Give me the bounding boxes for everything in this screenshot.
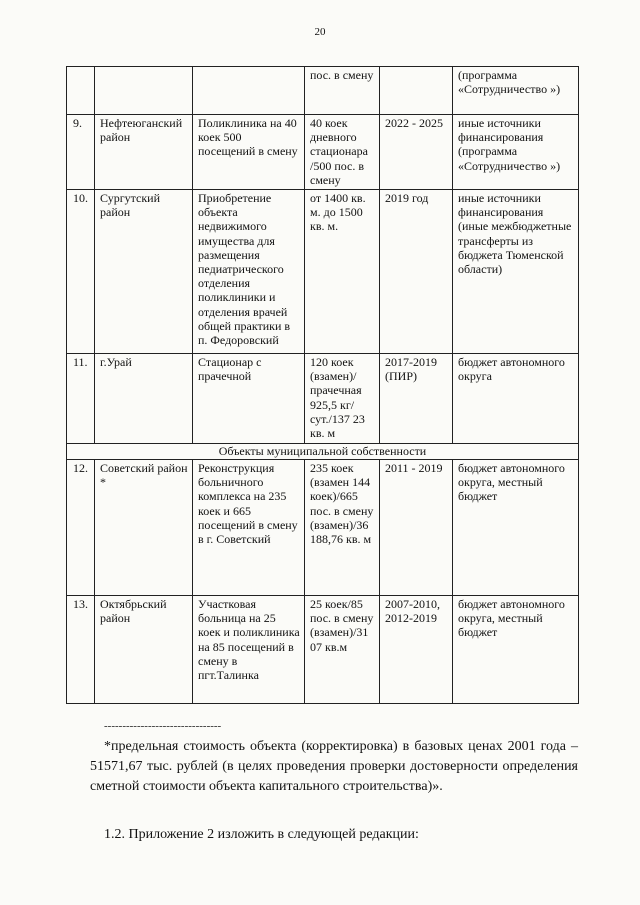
table-row	[67, 115, 579, 190]
row-capacity: 120 коек (взамен)/прачечная 925,5 кг/сут./137 23 кв. м	[305, 354, 380, 444]
row-source: (программа «Сотрудничество »)	[453, 67, 579, 115]
footnote-separator: --------------------------------	[104, 720, 222, 732]
row-area	[95, 67, 193, 115]
row-area: Советский район *	[95, 460, 193, 596]
table-row	[67, 596, 579, 704]
row-period: 2011 - 2019	[380, 460, 453, 596]
table-row	[67, 190, 579, 354]
page-number: 20	[314, 26, 326, 38]
row-area: Октябрьский район	[95, 596, 193, 704]
row-period: 2017-2019 (ПИР)	[380, 354, 453, 444]
row-source: бюджет автономного округа	[453, 354, 579, 444]
row-object: Стационар с прачечной	[193, 354, 305, 444]
row-period: 2022 - 2025	[380, 115, 453, 190]
row-capacity: 235 коек (взамен 144 коек)/665 пос. в смену (взамен)/36 188,76 кв. м	[305, 460, 380, 596]
row-period: 2019 год	[380, 190, 453, 354]
row-source: иные источники финансирования (иные межбюджетные трансферты из бюджета Тюменской области)	[453, 190, 579, 354]
row-source: бюджет автономного округа, местный бюджет	[453, 460, 579, 596]
row-area: Сургутский район	[95, 190, 193, 354]
row-area: Нефтеюганский район	[95, 115, 193, 190]
row-object: Приобретение объекта недвижимого имущества для размещения педиатрического отделения поликлиники и отделения врачей общей практики в п. Федоровский	[193, 190, 305, 354]
footnote-text: *предельная стоимость объекта (корректировка) в базовых ценах 2001 года – 51571,67 тыс. рублей (в целях проведения проверки достоверности определения сметной стоимости объекта капитального строительства)».	[90, 739, 578, 794]
row-period: 2007-2010, 2012-2019	[380, 596, 453, 704]
row-source: иные источники финансирования (программа «Сотрудничество »)	[453, 115, 579, 190]
row-number: 11.	[67, 354, 95, 444]
section-row	[67, 444, 579, 460]
table-row	[67, 460, 579, 596]
table-row	[67, 67, 579, 115]
row-object: Реконструкция больничного комплекса на 235 коек и 665 посещений в смену в г. Советский	[193, 460, 305, 596]
row-capacity: 25 коек/85 пос. в смену (взамен)/31 07 кв.м	[305, 596, 380, 704]
row-number	[67, 67, 95, 115]
objects-table	[66, 66, 579, 704]
row-area: г.Урай	[95, 354, 193, 444]
row-capacity: 40 коек дневного стационара /500 пос. в смену	[305, 115, 380, 190]
item-paragraph: 1.2. Приложение 2 изложить в следующей редакции:	[104, 827, 419, 842]
section-title: Объекты муниципальной собственности	[67, 444, 579, 460]
row-source: бюджет автономного округа, местный бюджет	[453, 596, 579, 704]
table-row	[67, 354, 579, 444]
row-capacity: от 1400 кв. м. до 1500 кв. м.	[305, 190, 380, 354]
row-number: 9.	[67, 115, 95, 190]
row-number: 13.	[67, 596, 95, 704]
row-object: Поликлиника на 40 коек 500 посещений в смену	[193, 115, 305, 190]
row-number: 12.	[67, 460, 95, 596]
row-period	[380, 67, 453, 115]
row-number: 10.	[67, 190, 95, 354]
row-capacity: пос. в смену	[305, 67, 380, 115]
row-object	[193, 67, 305, 115]
row-object: Участковая больница на 25 коек и поликлиника на 85 посещений в смену в пгт.Талинка	[193, 596, 305, 704]
